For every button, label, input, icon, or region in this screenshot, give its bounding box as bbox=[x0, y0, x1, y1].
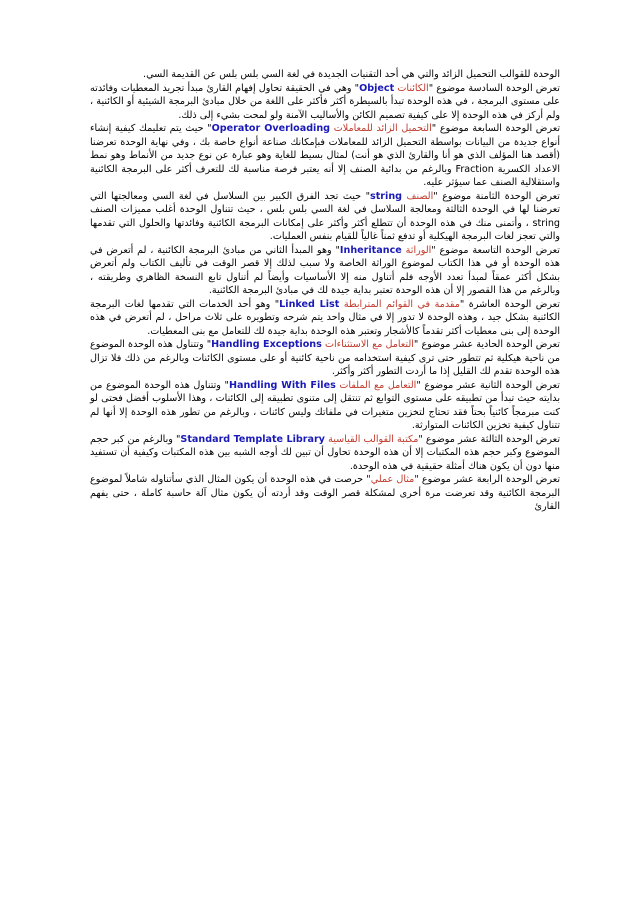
paragraph-text: " حيث يتم تعليمك كيفية إنشاء أنواع جديدة من البيانات بواسطة التحميل الزائد للمعاملات فبإمكانك صناعة أنواع خاصة بك ، وفي نهاية الوحدة تعرضنا (أقصد هنا المؤلف الذي هو أنا والقارئ الذي هو أنت) لمثال بسيط للغاية وهو عبارة عن نوع جديد من الأنماط وهو نمط الاعداد الكسرية Fraction وبالرغم من بدائية الصنف إلا أنه يعتبر فرصة مناسبة لك للتعرف أكثر على البرمجة الكائنية واستقلالية الصنف عما سيؤثر عليه. bbox=[90, 123, 560, 188]
paragraph-5 bbox=[90, 244, 560, 298]
paragraph-3 bbox=[90, 122, 560, 190]
paragraph-9 bbox=[90, 433, 560, 474]
paragraph-intro: تعرض الوحدة العاشرة " bbox=[459, 298, 560, 310]
topic-title-english: Inheritance bbox=[339, 244, 402, 256]
paragraph-text: " وتتناول هذه الوحدة الموضوع من ناحية هيكلية ثم تتطور حتى ترى كيفية استخدامه من ناحية كائنية أو على مستوى الكائنات وبالرغم من ذلك فلا تزال هذه الوحدة تقدم لك القليل إذا ما أردت التطور أكثر وأكثر. bbox=[90, 339, 560, 377]
paragraph-intro: تعرض الوحدة الثانية عشر موضوع " bbox=[416, 379, 560, 391]
paragraph-text: " وهو أحد الخدمات التي تقدمها لغات البرمجة الكائنية بشكل جيد ، وهذه الوحدة لا تدور إلا في مثال واحد يتم شرحه وتطويره على ثلاث مراحل ، لم أتعرض في هذه الوحدة إلى بنى معطيات أكثر تقدماً كالأشجار وتعتبر هذه الوحدة بداية جيدة لك للتعامل مع بنى المعطيات. bbox=[90, 298, 560, 337]
paragraph-2 bbox=[90, 82, 560, 123]
topic-title-arabic: مكتبة القوالب القياسية bbox=[328, 433, 419, 445]
paragraph-4 bbox=[90, 190, 560, 244]
topic-title-arabic: التعامل مع الاستثناءات bbox=[324, 339, 414, 350]
paragraph-text: " وهو المبدأ الثاني من مبادئ البرمجة الكائنية ، لم أتعرض في هذه الوحدة أو في هذا الكتاب لموضوع الوراثة الخاصة ولا سبب لذلك إلا قصر الوقت في تأليف الكتاب ولم أتعرض بشكل أكثر عمقاً لمبدأ تعدد الأوجه فلم أتناول منه إلا الأساسيات وأيضاً لم أتناول تابع النسخة الظاهري وطريقته ، وبالرغم من هذا القصور إلا أن هذه الوحدة تعتبر بداية جيدة لك في مبادئ البرمجة الكائنية. bbox=[90, 244, 560, 296]
paragraph-intro: تعرض الوحدة التاسعة موضوع " bbox=[431, 244, 560, 256]
topic-title-arabic: الوراثة bbox=[405, 244, 432, 256]
topic-title-english: Object bbox=[359, 82, 395, 94]
topic-title-english: string bbox=[370, 190, 403, 202]
topic-title-arabic: مقدمة في القوائم المترابطة bbox=[343, 298, 460, 310]
topic-title-arabic: الكائنات bbox=[397, 82, 429, 94]
paragraph-text: " وتتناول هذه الوحدة الموضوع من بدايته حيث تبدأ من تطبيقه على مستوى التوابع ثم تنتقل إلى متنوى تطبيقه إلى الكائنات ، وهذا الأسلوب أفضل فحتى لو كنت مبرمجاً كائنياً بحتاً فقد تحتاج لتخزين متغيرات في ملفاتك وليس كائنات ، وبالرغم من تطور هذه الوحدة إلا أنها لم تتناول كيفية تخزين الكائنات المتوارثة. bbox=[90, 379, 560, 431]
paragraph-intro: تعرض الوحدة الحادية عشر موضوع " bbox=[413, 339, 560, 350]
paragraph-text: " حيث تجد الفرق الكبير بين السلاسل في لغة السي ومعالجتها التي تعرضنا لها في الوحدة الثالثة ومعالجة السلاسل في لغة السي بلس بلس ، حيث تتناول الوحدة أغلب مميزات الصنف string ، وأتمنى منك في هذه الوحدة أن تتطلع أكثر وأكثر على إمكانات البرمجة الكائنية وفائدتها والحلول التي تقدمها والتي تعجز لغات البرمجة الهيكلية أو تدفع ثمناً غالياً للقيام بنفس العمليات. bbox=[90, 190, 560, 242]
paragraph-6 bbox=[90, 298, 560, 339]
paragraph-text: " وبالرغم من كبر حجم الموضوع وكبر حجم هذه المكتبات إلا أن هذه الوحدة تحاول أن تبين لك أوجه الشبه بين هذه المكتبات وكيفية أن تستفيد منها دون أن يكون هناك أمثلة حقيقية في هذه الوحدة. bbox=[90, 433, 560, 472]
topic-title-arabic: التعامل مع الملفات bbox=[339, 379, 417, 391]
topic-title-english: Handling Exceptions bbox=[211, 339, 322, 350]
topic-title-arabic: مثال عملي bbox=[370, 474, 415, 485]
paragraph-intro: تعرض الوحدة الثالثة عشر موضوع " bbox=[418, 433, 560, 445]
paragraph-text: " وهي في الحقيقة تحاول إفهام القارئ مبدأ تجريد المعطيات وفائدته على مستوى البرمجة ، في هذه الوحدة تبدأ بالسيطرة أكثر فأكثر على اللغة من خلال مبادئ البرمجة الشيئية أو الكائنية ، ولم أركز في هذه الوحدة إلا على كيفية تصميم الكائن والأساليب الآمنة ولو لمحت بشيء إلى ذلك. bbox=[90, 82, 560, 121]
paragraph-8 bbox=[90, 379, 560, 433]
paragraph-1 bbox=[90, 68, 560, 82]
paragraph-text: الوحدة للقوالب التحميل الزائد والتي هي أحد التقنيات الجديدة في لغة السي بلس بلس عن القديمة السي. bbox=[143, 69, 560, 80]
topic-title-arabic: التحميل الزائد للمعاملات bbox=[333, 123, 432, 134]
paragraph-intro: تعرض الوحدة السادسة موضوع " bbox=[428, 82, 560, 94]
paragraph-7 bbox=[90, 338, 560, 379]
topic-title-english: Handling With Files bbox=[228, 379, 336, 391]
topic-title-english: Standard Template Library bbox=[180, 433, 325, 445]
paragraph-intro: تعرض الوحدة السابعة موضوع " bbox=[431, 123, 560, 134]
paragraph-text: " حرصت في هذه الوحدة أن يكون المثال الذي سأتناوله شاملاً لموضوع البرمجة الكائنية وقد تعرضت مرة أخرى لمشكلة قصر الوقت وقد أردته أن يكون مثال آلة حاسبة كاملة ، حتى يفهم القارئ bbox=[90, 474, 560, 512]
document-body bbox=[90, 68, 560, 514]
paragraph-intro: تعرض الوحدة الرابعة عشر موضوع " bbox=[414, 474, 560, 485]
topic-title-english: Linked List bbox=[279, 298, 340, 310]
paragraph-intro: تعرض الوحدة الثامنة موضوع " bbox=[433, 190, 560, 202]
paragraph-10 bbox=[90, 473, 560, 514]
topic-title-arabic: الصنف bbox=[406, 190, 434, 202]
topic-title-english: Operator Overloading bbox=[211, 123, 331, 134]
